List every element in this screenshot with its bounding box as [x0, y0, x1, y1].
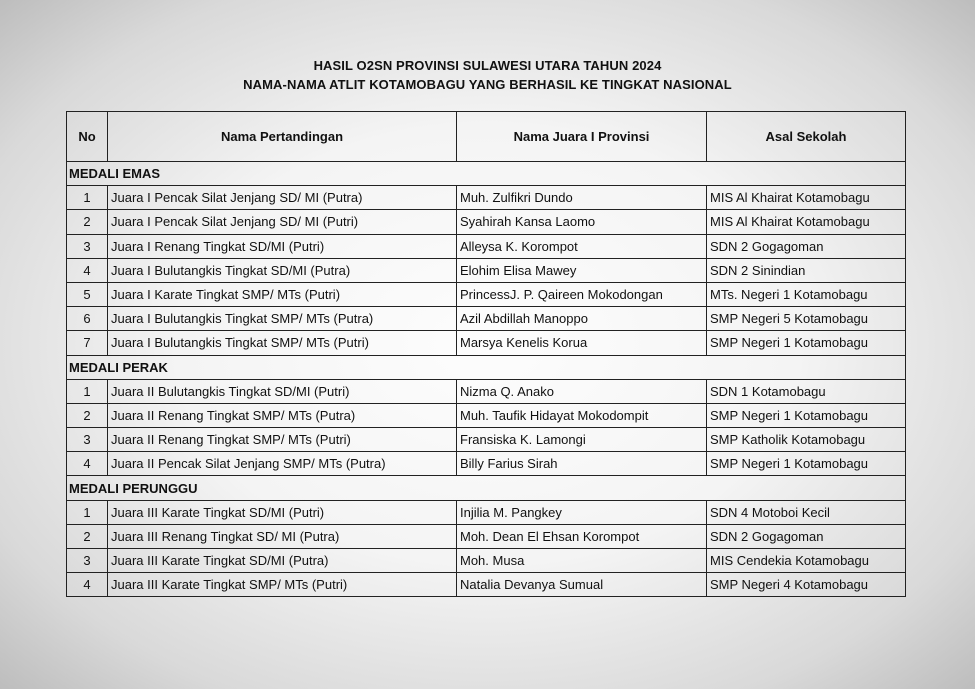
cell-champion-name: Fransiska K. Lamongi: [457, 428, 707, 452]
cell-no: 5: [67, 282, 108, 306]
section-row: [67, 162, 906, 186]
column-header-event: Nama Pertandingan: [108, 112, 457, 162]
cell-school: SMP Negeri 1 Kotamobagu: [707, 452, 906, 476]
cell-event: Juara I Bulutangkis Tingkat SD/MI (Putra): [108, 258, 457, 282]
column-header-champion: Nama Juara I Provinsi: [457, 112, 707, 162]
cell-event: Juara II Bulutangkis Tingkat SD/MI (Putri): [108, 379, 457, 403]
cell-no: 2: [67, 524, 108, 548]
cell-event: Juara II Renang Tingkat SMP/ MTs (Putri): [108, 428, 457, 452]
cell-event: Juara III Karate Tingkat SMP/ MTs (Putri): [108, 573, 457, 597]
table-row: [67, 186, 906, 210]
cell-champion-name: Moh. Musa: [457, 549, 707, 573]
section-title: MEDALI EMAS: [67, 162, 906, 186]
cell-event: Juara I Renang Tingkat SD/MI (Putri): [108, 234, 457, 258]
table-row: [67, 282, 906, 306]
cell-no: 3: [67, 549, 108, 573]
table-row: [67, 549, 906, 573]
cell-no: 2: [67, 403, 108, 427]
cell-no: 1: [67, 500, 108, 524]
table-row: [67, 524, 906, 548]
column-header-school: Asal Sekolah: [707, 112, 906, 162]
cell-school: SDN 2 Gogagoman: [707, 234, 906, 258]
cell-school: SMP Katholik Kotamobagu: [707, 428, 906, 452]
cell-school: SDN 2 Gogagoman: [707, 524, 906, 548]
table-row: [67, 379, 906, 403]
cell-champion-name: Marsya Kenelis Korua: [457, 331, 707, 355]
cell-champion-name: Injilia M. Pangkey: [457, 500, 707, 524]
cell-event: Juara I Pencak Silat Jenjang SD/ MI (Putra): [108, 186, 457, 210]
cell-champion-name: Syahirah Kansa Laomo: [457, 210, 707, 234]
cell-champion-name: Moh. Dean El Ehsan Korompot: [457, 524, 707, 548]
cell-no: 3: [67, 428, 108, 452]
cell-champion-name: Alleysa K. Korompot: [457, 234, 707, 258]
document-subtitle: NAMA-NAMA ATLIT KOTAMOBAGU YANG BERHASIL KE TINGKAT NASIONAL: [243, 77, 732, 92]
cell-school: SMP Negeri 4 Kotamobagu: [707, 573, 906, 597]
section-row: [67, 355, 906, 379]
table-row: [67, 403, 906, 427]
cell-no: 2: [67, 210, 108, 234]
section-row: [67, 476, 906, 500]
cell-champion-name: Muh. Zulfikri Dundo: [457, 186, 707, 210]
cell-champion-name: Azil Abdillah Manoppo: [457, 307, 707, 331]
table-header-row: [67, 112, 906, 162]
cell-champion-name: Elohim Elisa Mawey: [457, 258, 707, 282]
cell-event: Juara II Renang Tingkat SMP/ MTs (Putra): [108, 403, 457, 427]
cell-school: SDN 4 Motoboi Kecil: [707, 500, 906, 524]
table-body: [67, 162, 906, 597]
results-table: [66, 111, 906, 597]
cell-champion-name: Muh. Taufik Hidayat Mokodompit: [457, 403, 707, 427]
cell-event: Juara II Pencak Silat Jenjang SMP/ MTs (Putra): [108, 452, 457, 476]
cell-school: MTs. Negeri 1 Kotamobagu: [707, 282, 906, 306]
cell-school: SMP Negeri 1 Kotamobagu: [707, 331, 906, 355]
section-title: MEDALI PERUNGGU: [67, 476, 906, 500]
cell-event: Juara I Bulutangkis Tingkat SMP/ MTs (Putri): [108, 331, 457, 355]
cell-school: MIS Cendekia Kotamobagu: [707, 549, 906, 573]
table-row: [67, 573, 906, 597]
table-row: [67, 307, 906, 331]
table-row: [67, 331, 906, 355]
cell-no: 3: [67, 234, 108, 258]
cell-no: 7: [67, 331, 108, 355]
cell-event: Juara I Bulutangkis Tingkat SMP/ MTs (Putra): [108, 307, 457, 331]
cell-school: MIS Al Khairat Kotamobagu: [707, 210, 906, 234]
cell-school: SMP Negeri 1 Kotamobagu: [707, 403, 906, 427]
cell-no: 4: [67, 258, 108, 282]
cell-champion-name: Natalia Devanya Sumual: [457, 573, 707, 597]
cell-event: Juara III Karate Tingkat SD/MI (Putri): [108, 500, 457, 524]
table-row: [67, 258, 906, 282]
table-row: [67, 234, 906, 258]
cell-event: Juara III Renang Tingkat SD/ MI (Putra): [108, 524, 457, 548]
cell-champion-name: PrincessJ. P. Qaireen Mokodongan: [457, 282, 707, 306]
cell-event: Juara I Pencak Silat Jenjang SD/ MI (Putri): [108, 210, 457, 234]
cell-school: MIS Al Khairat Kotamobagu: [707, 186, 906, 210]
cell-champion-name: Nizma Q. Anako: [457, 379, 707, 403]
cell-no: 1: [67, 186, 108, 210]
cell-school: SDN 1 Kotamobagu: [707, 379, 906, 403]
table-row: [67, 500, 906, 524]
cell-no: 1: [67, 379, 108, 403]
cell-school: SMP Negeri 5 Kotamobagu: [707, 307, 906, 331]
cell-no: 4: [67, 573, 108, 597]
table-row: [67, 452, 906, 476]
table-row: [67, 210, 906, 234]
cell-event: Juara I Karate Tingkat SMP/ MTs (Putri): [108, 282, 457, 306]
cell-no: 6: [67, 307, 108, 331]
cell-event: Juara III Karate Tingkat SD/MI (Putra): [108, 549, 457, 573]
cell-champion-name: Billy Farius Sirah: [457, 452, 707, 476]
column-header-no: No: [67, 112, 108, 162]
cell-no: 4: [67, 452, 108, 476]
table-row: [67, 428, 906, 452]
section-title: MEDALI PERAK: [67, 355, 906, 379]
cell-school: SDN 2 Sinindian: [707, 258, 906, 282]
document-title: HASIL O2SN PROVINSI SULAWESI UTARA TAHUN 2024: [313, 58, 662, 73]
